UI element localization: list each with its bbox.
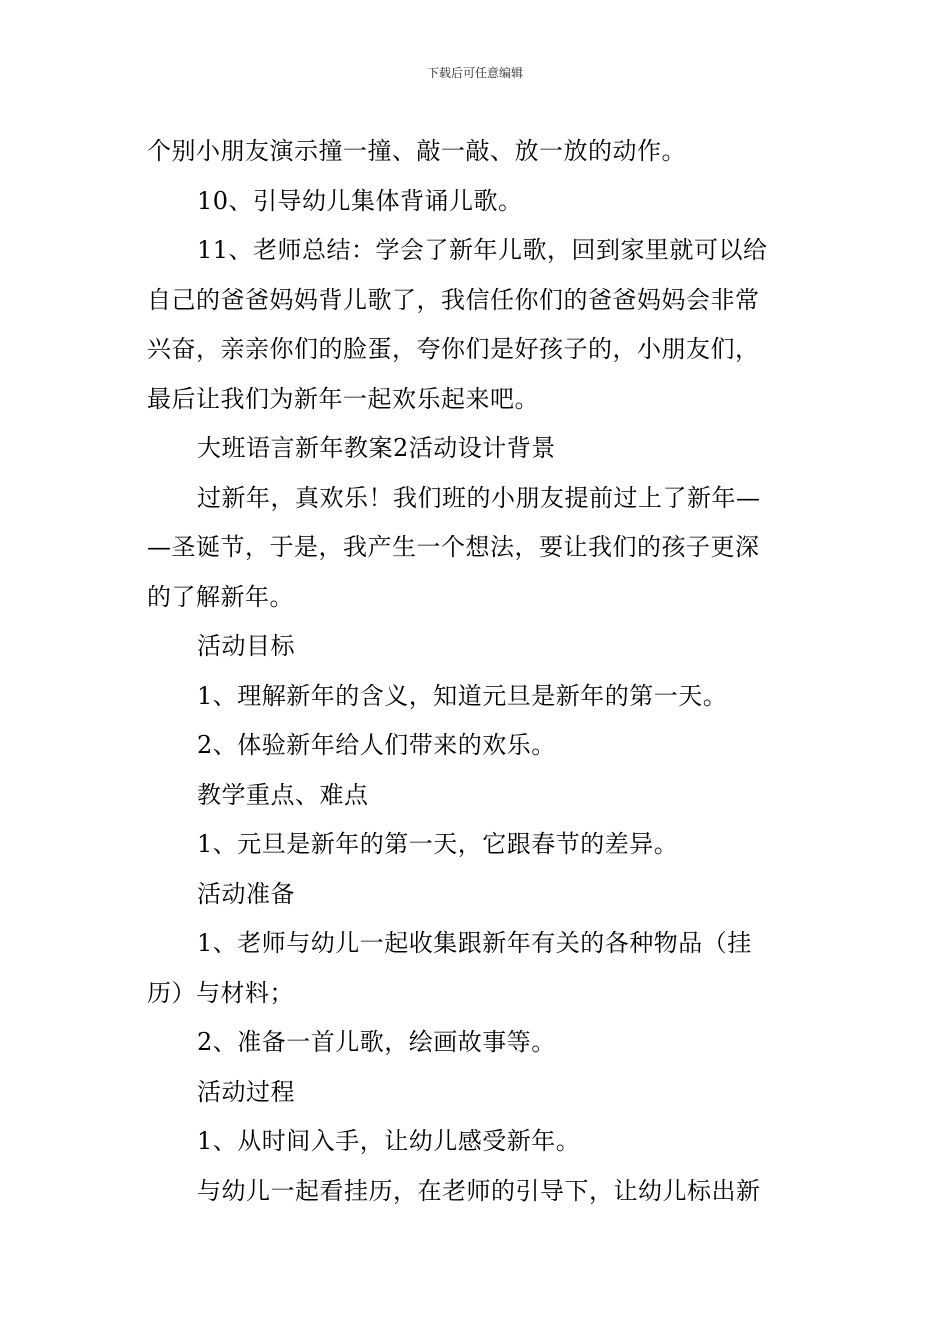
document-body — [147, 127, 809, 1216]
page-header: 下载后可任意编辑 — [426, 66, 523, 80]
list-item: 1、元旦是新年的第一天，它跟春节的差异。 — [197, 830, 679, 858]
paragraph-line: 与幼儿一起看挂历，在老师的引导下，让幼儿标出新 — [197, 1176, 761, 1205]
section-heading: 活动过程 — [197, 1077, 295, 1106]
paragraph-line: 个别小朋友演示撞一撞、敲一敲、放一放的动作。 — [147, 137, 686, 165]
paragraph-line: 自己的爸爸妈妈背儿歌了，我信任你们的爸爸妈妈会非常 — [147, 285, 760, 314]
list-item: 1、从时间入手，让幼儿感受新年。 — [197, 1127, 581, 1155]
paragraph-line: 历）与材料； — [147, 978, 294, 1007]
paragraph-line: 过新年，真欢乐！我们班的小朋友提前过上了新年— — [197, 483, 761, 512]
list-item: 2、体验新年给人们带来的欢乐。 — [197, 731, 556, 759]
section-heading: 大班语言新年教案2活动设计背景 — [197, 434, 556, 462]
paragraph-line: 10、引导幼儿集体背诵儿歌。 — [197, 186, 523, 215]
list-item: 1、老师与幼儿一起收集跟新年有关的各种物品（挂 — [197, 929, 752, 957]
section-heading: 教学重点、难点 — [197, 780, 369, 809]
list-item: 1、理解新年的含义，知道元旦是新年的第一天。 — [197, 681, 728, 710]
paragraph-line: 11、老师总结：学会了新年儿歌，回到家里就可以给 — [197, 236, 768, 264]
section-heading: 活动目标 — [197, 632, 295, 660]
paragraph-line: 兴奋，亲亲你们的脸蛋，夸你们是好孩子的，小朋友们， — [147, 335, 760, 363]
section-heading: 活动准备 — [197, 879, 295, 908]
paragraph-line: 最后让我们为新年一起欢乐起来吧。 — [147, 384, 539, 413]
paragraph-line: —圣诞节，于是，我产生一个想法，要让我们的孩子更深 — [147, 533, 760, 561]
paragraph-line: 的了解新年。 — [147, 582, 294, 611]
list-item: 2、准备一首儿歌，绘画故事等。 — [197, 1028, 556, 1056]
